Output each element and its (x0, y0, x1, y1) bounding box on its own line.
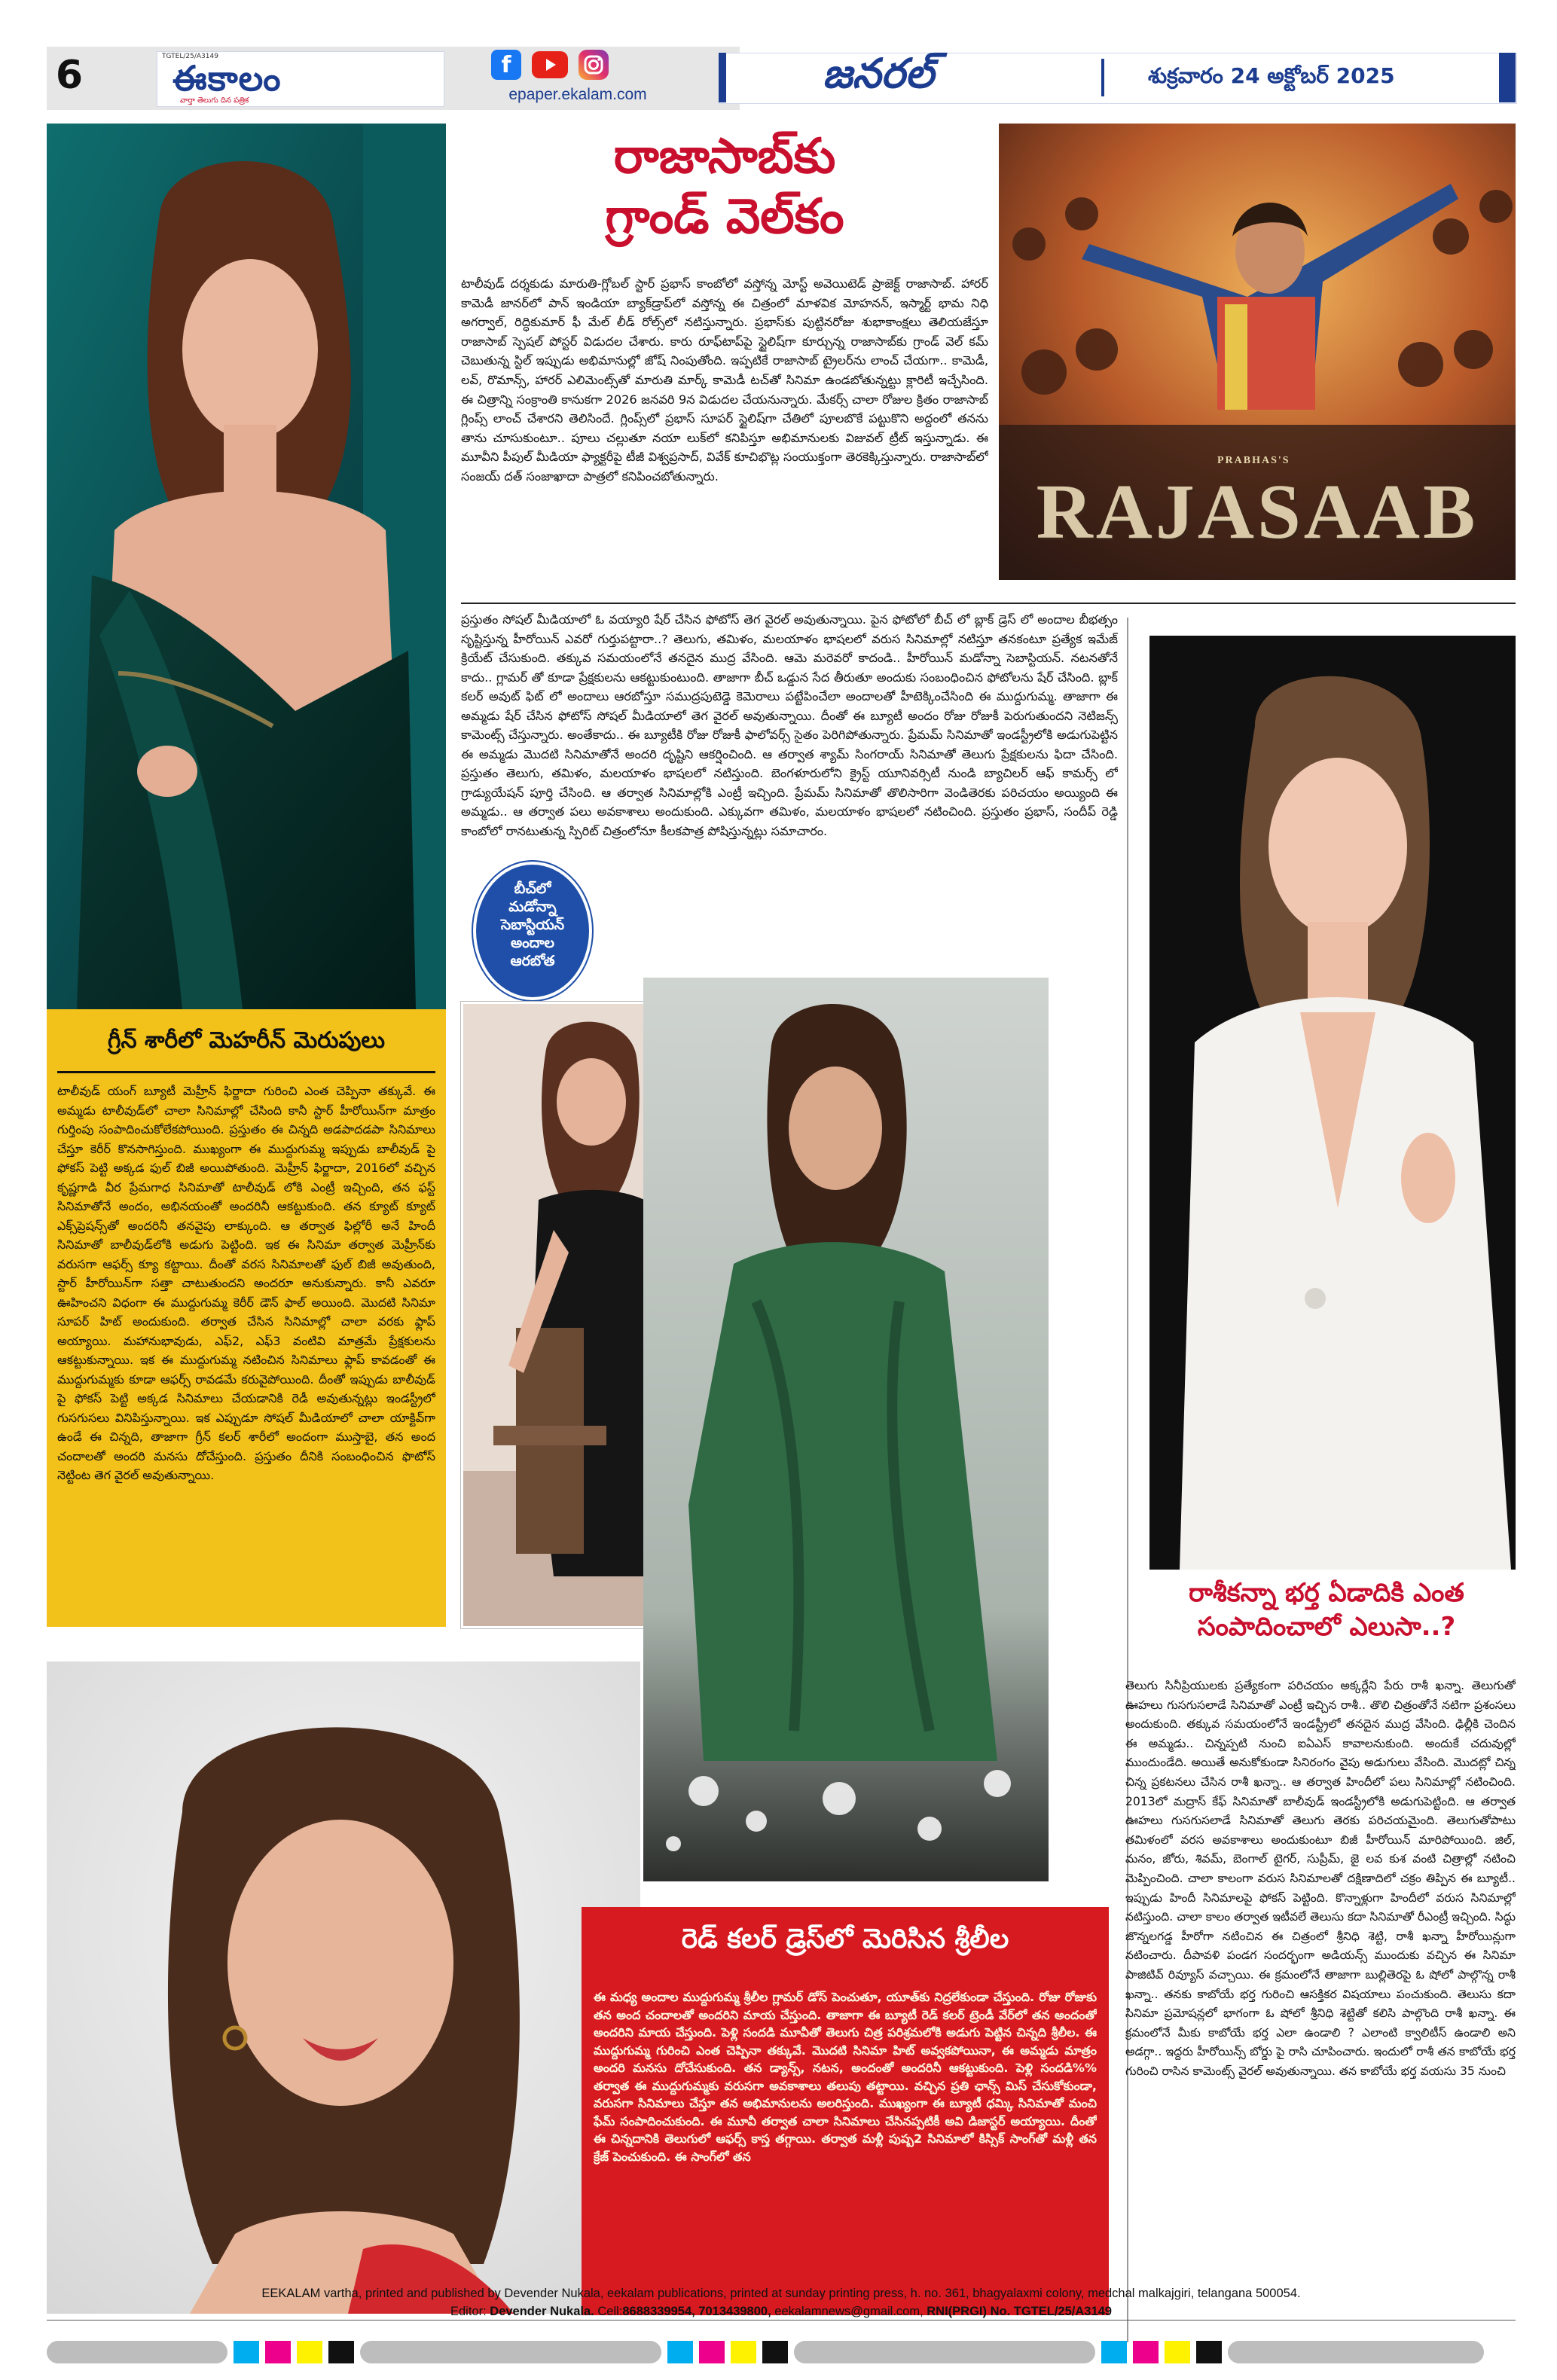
section-right-stripe (1499, 53, 1516, 102)
reg-swatch-yellow (297, 2341, 322, 2363)
instagram-icon[interactable] (579, 50, 609, 80)
social-icons (491, 50, 634, 80)
badge-line5: ఆరబోత (510, 953, 555, 969)
facebook-icon[interactable]: f (491, 50, 521, 80)
reg-swatch-magenta (265, 2341, 291, 2363)
editor-label: Editor: (450, 2305, 487, 2318)
rajasaab-poster (999, 124, 1516, 580)
rajasaab-headline-line1: రాజాసాబ్‌కు (613, 129, 836, 185)
reg-pill (360, 2341, 661, 2363)
badge-line1: బీచ్‌లో (514, 880, 551, 897)
cell-numbers: 8688339954, 7013439800, (622, 2305, 771, 2318)
raashi-photo (1149, 636, 1516, 1570)
badge-line2: మడోన్నా (508, 899, 557, 915)
rajasaab-body: టాలీవుడ్ దర్శకుడు మారుతి-గ్లోబల్ స్టార్ ప్రభాస్ కాంబోలో వస్తోన్న మోస్ట్ అవెయిటెడ్ ప్రాజెక్ట్ రాజాసాబ్. హారర్ కామెడీ జానర్‌లో పాన్ ఇండియా బ్యాక్‌డ్రాప్‌లో వస్తోన్న ఈ చిత్రంలో మాళవిక మోహనన్, ఇస్మార్ట్ భామ నిధి అగర్వాల్, రిద్ధికుమార్ ఫీ మేల్ లీడ్ రోల్స్‌లో నటిస్తున్నారు. ప్రభాస్‌కు పుట్టినరోజు శుభాకాంక్షలు తెలియజేస్తూ రాజాసాబ్ స్పెషల్ పోస్టర్ విడుదల చేశారు. కారు రూఫ్‌టాప్‌పై స్టైలిష్‌గా కూర్చున్న రాజాసాబ్‌కు గ్రాండ్ వెల్ కమ్ చెబుతున్న స్టిల్ ఇప్పుడు అభిమానుల్లో జోష్ నింపుతోంది. ఇప్పటికే రాజాసాబ్ ట్రైలర్‌ను లాంచ్ చేయగా.. కామెడీ, లవ్, రొమాన్స్, హారర్ ఎలిమెంట్స్‌తో మారుతి మార్క్ కామెడీ టచ్‌తో సినిమా ఉండబోతున్నట్టు క్లారిటీ ఇచ్చేసింది. ఈ చిత్రాన్ని సంక్రాంతి కానుకగా 2026 జనవరి 9న విడుదల చేయనున్నారు. మేకర్స్ చాలా రోజుల క్రితం రాజాసాబ్ గ్లింప్స్ లాంచ్ చేశారని తెలిసిందే. గ్లింప్స్‌లో ప్రభాస్ సూపర్ స్టైలిష్‌గా చేతిలో పూలబొకే పట్టుకొని అద్దంలో తనను తాను చూసుకుంటూ.. పూలు చల్లుతూ నయా లుక్‌లో కనిపిస్తూ అభిమానులకు విజువల్ ట్రీట్ ఇస్తున్నాడు. ఈ మూవీని పీపుల్ మీడియా ఫ్యాక్టరీపై టీజీ విశ్వప్రసాద్, వివేక్ కూచిభొట్ల సంయుక్తంగా తెరకెక్కిస్తున్నారు. రాజాసాబ్‌లో సంజయ్ దత్ సంజాఖాదా పాత్రలో కనిపించబోతున్నారు. (461, 276, 988, 484)
page-number: 6 (55, 53, 84, 98)
madonna-body-top: ప్రస్తుతం సోషల్ మీడియాలో ఓ వయ్యారి షేర్ చేసిన ఫోటోస్ తెగ వైరల్ అవుతున్నాయి. పైన ఫోటోలో బీచ్ లో బ్లాక్ డ్రెస్ లో అందాల బీభత్సం సృష్టిస్తున్న హీరోయిన్ ఎవరో గుర్తుపట్టారా..? తెలుగు, తమిళం, మలయాళం భాషలలో వరుస సినిమాల్లో నటిస్తూ తనకంటూ ప్రత్యేక ఇమేజ్ క్రియేట్ చేసుకుంది. తక్కువ సమయంలోనే తనదైన ముద్ర వేసింది. ఆమె మరెవరో కాదండి.. హీరోయిన్ మడోన్నా సెబాస్టియన్. నటనతోనే కాదు.. గ్లామర్ తో కూడా ప్రేక్షకులను ఆకట్టుకుంటుంది. తాజాగా బీచ్ ఒడ్డున సేద తీరుతూ అందుకు సంబంధించిన ఫోటోలను షేర్ చేసింది. బ్లాక్ కలర్ అవుట్ ఫిట్ లో అందాలు ఆరబోస్తూ సముద్రపుటెడ్డె కెమెరాలు పట్టేపించేలా అందాలతో హీటెక్కించేసింది ఈ ముద్దుగుమ్మ. తాజాగా ఈ అమ్మడు షేర్ చేసిన ఫోటోస్ సోషల్ మీడియాలో తెగ వైరల్ అవుతున్నాయి. దీంతో ఈ బ్యూటీ అందం రోజు రోజుకీ పెరుగుతుందని నెటిజన్స్ కామెంట్స్ చేస్తున్నారు. అంతేకాదు.. ఈ బ్యూటీకి రోజు రోజుకీ ఫాలోవర్స్ సైతం పెరిగిపోతున్నారు. ప్రేమమ్ సినిమాతో ఇండస్ట్రీలోకి అడుగుపెట్టిన ఈ అమ్మడు మొదటి సినిమాతోనే అందరి దృష్టిని ఆకర్షించింది. ఆ తర్వాత శ్యామ్ సింగరాయ్ సినిమాతో తెలుగు ప్రేక్షకులను ఫిదా చేసింది. ప్రస్తుతం తెలుగు, తమిళం, మలయాళం భాషలలో నటిస్తుంది. బెంగళూరులోని క్రైస్ట్ యూనివర్సిటీ నుండి బ్యాచిలర్ ఆఫ్ కామర్స్ లో గ్రాడ్యుయేషన్ పూర్తి చేసింది. ఆ తర్వాత సినిమాల్లోకి ఎంట్రీ ఇచ్చింది. ప్రేమమ్ సినిమాతో తొలిసారిగా వెండితెరకు పరిచయం అయ్యింది ఈ అమ్మడు.. ఆ తర్వాత పలు అవకాశాలు అందుకుంది. ఎక్కువగా తమిళం, మలయాళం భాషలలో నటించింది. ప్రస్తుతం ప్రభాస్, సందీప్ రెడ్డి కాంబోలో రానటుతున్న స్పిరిట్ చిత్రంలోనూ కీలకపాత్ర పోషిస్తున్నట్లు సమాచారం. (461, 612, 1118, 838)
masthead (47, 47, 1516, 110)
madonna-badge (473, 862, 592, 1000)
site-url[interactable]: epaper.ekalam.com (508, 86, 647, 103)
reg-pill (1228, 2341, 1484, 2363)
madonna-photo-green-dress (643, 978, 1049, 1881)
rajasaab-bottom-rule (461, 603, 1516, 604)
editor-name: Devender Nukala. (490, 2305, 594, 2318)
footer-email[interactable]: eekalamnews@gmail.com, (774, 2305, 924, 2318)
reg-swatch-black (762, 2341, 788, 2363)
reg-pill (794, 2341, 1095, 2363)
poster-title: RAJASAAB (1036, 468, 1479, 555)
reg-swatch-yellow (731, 2341, 756, 2363)
reg-code: TGTEL/25/A3149 (162, 53, 218, 60)
reg-swatch-cyan (1101, 2341, 1127, 2363)
mehreen-body: టాలీవుడ్ యంగ్ బ్యూటీ మెహ్రీన్ ఫిర్జాదా గురించి ఎంత చెప్పినా తక్కువే. ఈ అమ్మడు టాలీవుడ్‌లో చాలా సినిమాల్లో చేసింది కానీ స్టార్ హీరోయిన్‌గా మాత్రం గుర్తింపు సంపాదించుకోలేకపోయింది. ప్రస్తుతం ఈ చిన్నది అడపాదడపా సినిమాలు చేస్తూ కెరీర్ కొనసాగిస్తుంది. ముఖ్యంగా ఈ ముద్దుగుమ్మ ఇప్పుడు బాలీవుడ్ పై ఫోకస్ పెట్టి అక్కడ ఫుల్ బిజీ అయిపోతుంది. మెహ్రీన్ ఫిర్జాదా, 2016లో వచ్చిన కృష్ణగాడి వీర ప్రేమగాధ సినిమాతో టాలీవుడ్ లోకి ఎంట్రీ ఇచ్చింది, తన ఫస్ట్ సినిమాతోనే అందం, అభినయంతో అందరినీ ఆకట్టుకుంది. తన క్యూట్ క్యూట్ ఎక్స్‌ప్రెషన్స్‌తో అందరినీ తనవైపు లాక్కుంది. ఆ తర్వాత ఫిల్లోరీ అనే హిందీ సినిమాతో బాలీవుడ్‌లోకి అడుగు పెట్టింది. ఇక ఈ సినిమా తర్వాత మెహ్రీన్‌కు వరుసగా ఆఫర్స్ క్యూ కట్టాయి. దీంతో వరస సినిమాలతో ఫుల్ బిజీ అవుతుంది, స్టార్ హీరోయిన్‌గా సత్తా చాటుతుందని అందరూ అనుకున్నారు. కానీ ఎవరూ ఊహించని విధంగా ఈ ముద్దుగుమ్మ కెరీర్ డౌన్ ఫాల్ అయింది. మొదటి సినిమా సూపర్ హిట్ అందుకుంది. తర్వాత చేసిన సినిమాల్లో చాలా వరకు ఫ్లాప్ అయ్యాయి. మహానుభావుడు, ఎఫ్2, ఎఫ్3 వంటివి మాత్రమే ప్రేక్షకులను ఆకట్టుకున్నాయి. ఇక ఈ ముద్దుగుమ్మ నటించిన సినిమాలు ఫ్లాప్ కావడంతో ఈ ముద్దుగుమ్మకు కూడా ఆఫర్స్ రావడమే కరువైపోయింది. దీంతో ఇప్పుడు బాలీవుడ్ పై ఫోకస్ పెట్టి అక్కడ సినిమాలు చేయడానికి రెడీ అవుతున్నట్లు ఇండస్ట్రీలో గుసగుసలు వినిపిస్తున్నాయి. ఇక ఎప్పుడూ సోషల్ మీడియాలో చాలా యాక్టివ్‌గా ఉండే ఈ చిన్నది, తాజాగా గ్రీన్ కలర్ శారీలో అందంగా ముస్తాబై, తన అంద చందాలతో అందరి మనసు దోచేస్తుంది. ప్రస్తుతం దీనికి సంబంధించిన ఫొటోస్ నెట్టింట తెగ వైరల్ అవుతున్నాయి. (57, 1084, 435, 1482)
footer-credits (47, 2305, 1516, 2319)
rajasaab-headline-line2: గ్రాండ్ వెల్‌కం (605, 188, 844, 245)
poster-small-caption: PRABHAS'S (1217, 455, 1290, 466)
logo-text: ఈకాలం (172, 58, 282, 99)
raashi-headline-line2: సంపాదించాలో ఎలుసా..? (1197, 1612, 1456, 1643)
sreeleela-body: ఈ మధ్య అందాల ముద్దుగుమ్మ శ్రీలీల గ్లామర్ డోస్ పెంచుతూ, యూత్‌కు నిద్రలేకుండా చేస్తుంది. రోజు రోజుకు తన అంద చందాలతో అందరిని మాయ చేస్తుంది. తాజాగా ఈ బ్యూటీ రెడ్ కలర్ ట్రెండీ వేర్‌లో తన అందంతో అందరిని మాయ చేస్తుంది. పెళ్లి సందడి మూవీతో తెలుగు చిత్ర పరిశ్రమలోకి అడుగు పెట్టిన చిన్నది శ్రీలీల. ఈ ముద్దుగుమ్మ గురించి ఎంత చెప్పినా తక్కువే. మొదటి సినిమా హిట్ అవ్వకపోయినా, ఈ అమ్మడు మాత్రం అందరి మనసు దోచేసుకుంది. తన డ్యాన్స్, నటన, అందంతో అందరినీ ఆకట్టుకుంది. పెళ్లి సందడి%% తర్వాత ఈ ముద్దుగుమ్మకు వరుసగా అవకాశాలు తలుపు తట్టాయి. వచ్చిన ప్రతి ఛాన్స్ మిస్ చేసుకోకుండా, వరుసగా సినిమాలు చేస్తూ తన అభిమానులను అలరిస్తుంది. ముఖ్యంగా ఈ బ్యూటీ ధమ్కి సినిమాతో మంచి ఫేమ్ సంపాదించుకుంది. ఈ మూవీ తర్వాత చాలా సినిమాలు చేసినప్పటికీ అవి డిజాస్టర్ అయ్యాయి. దీంతో ఈ చిన్నదానికి తెలుగులో ఆఫర్స్ కాస్త తగ్గాయి. తర్వాత మళ్లీ పుష్ప2 సినిమాలో కిస్సిక్ సాంగ్‌తో మళ్లీ తన క్రేజ్ పెంచుకుంది. ఈ సాంగ్‌లో తన (594, 1990, 1097, 2164)
reg-swatch-yellow (1165, 2341, 1190, 2363)
mehreen-story-box (47, 1009, 446, 1627)
reg-swatch-black (1196, 2341, 1222, 2363)
reg-swatch-magenta (699, 2341, 725, 2363)
raashi-headline (1137, 1579, 1516, 1642)
cell-label: Cell: (597, 2305, 623, 2318)
issue-date: శుక్రవారం 24 అక్టోబర్ 2025 (1148, 63, 1395, 88)
reg-swatch-magenta (1133, 2341, 1159, 2363)
mehreen-headline: గ్రీన్ శారీలో మెహరీన్ మెరుపులు (107, 1027, 386, 1054)
raashi-body: తెలుగు సినీప్రియులకు ప్రత్యేకంగా పరిచయం అక్కర్లేని పేరు రాశీ ఖన్నా. తెలుగుతో ఊహలు గుసగుసలాడే సినిమాతో ఎంట్రీ ఇచ్చిన రాశీ.. తొలి చిత్రంతోనే నటిగా ప్రశంసలు అందుకుంది. తక్కువ సమయంలోనే ఇండస్ట్రీలో తనదైన ముద్ర వేసింది. ఢిల్లీకి చెందిన ఈ అమ్మడు.. చిన్నప్పటి నుంచి ఐఏఎస్ కావాలనుకుంది. అందుకే చదువుల్లో ముందుండేది. అయితే అనుకోకుండా సినిరంగం వైపు అడుగులు వేసింది. మొదట్లో చిన్న చిన్న ప్రకటనలు చేసిన రాశీ ఖన్నా.. ఆ తర్వాత హిందీలో పలు సినిమాల్లో నటించింది. 2013లో మద్రాస్ కేఫ్ సినిమాతో బాలీవుడ్ ఇండస్ట్రీలోకి అడుగుపెట్టింది. ఆ తర్వాత ఊహలు గుసగుసలాడే సినిమాతో తెలుగు తెరకు పరిచయమైంది. తెలుగుతోపాటు తమిళంలో వరస అవకాశాలు అందుకుంటూ బిజీ హీరోయిన్ మారిపోయింది. జిల్, మనం, జోరు, శివమ్, బెంగాల్ టైగర్, సుప్రీమ్, జై లవ కుశ వంటి చిత్రాల్లో నటించి మెప్పించింది. చాలా కాలంగా వరుస సినిమాలతో దక్షిణాదిలో చక్రం తిప్పిన ఈ బ్యూటీ.. ఇప్పుడు హిందీ సినిమాలపై ఫోకస్ పెట్టింది. కొన్నాళ్లుగా హిందీలో వరుస సినిమాల్లో నటిస్తుంది. చాలా కాలం తర్వాత ఇటీవలే తెలుసు కదా సినిమాతో రీఎంట్రీ ఇచ్చింది. సిద్ధు జొన్నలగడ్డ హీరోగా నటించిన ఈ చిత్రంలో శ్రీనిధి శెట్టి, రాశీ ఖన్నా హీరోయిన్లుగా నటించారు. దీపావళి పండగ సందర్భంగా అడియన్స్ ముందుకు వచ్చిన ఈ సినిమా పాజిటివ్ రివ్యూస్ వచ్చాయి. ఈ క్రమంలోనే తాజాగా బుల్లితెరపై ఓ షోలో పాల్గొన్న రాశీ ఖన్నా.. తనకు కాబోయే భర్త గురించి ఆసక్తికర విషయాలు పంచుకుంది. తెలుసు కదా సినిమా ప్రమోషన్లలో భాగంగా ఓ షోలో శ్రీనిధి శెట్టితో కలిసి పాల్గొంది రాశీ ఖన్నా. ఈ క్రమంలోనే మీకు కాబోయే భర్త ఎలా ఉండాలి ? ఎలాంటి క్వాలిటీస్ ఉండాలి అని అడగ్గా.. ఇద్దరు హీరోయిన్స్ బోర్డు పై రాసి చూపించారు. ఇందులో రాశీ తన కాబోయే భర్త గురించి రాసిన కామెంట్స్ వైరల్ అవుతున్నాయి. తన కాబోయే భర్త వయసు 35 నుంచి (1125, 1679, 1516, 2078)
reg-swatch-cyan (234, 2341, 259, 2363)
raashi-headline-line1: రాశీకన్నా భర్త ఏడాదికి ఎంత (1189, 1578, 1464, 1608)
sreeleela-story-box (582, 1907, 1109, 2315)
mehreen-photo (47, 124, 446, 1009)
printer-registration-bar (47, 2341, 1516, 2363)
logo-tagline: వార్తా తెలుగు దిన పత్రిక (180, 96, 249, 105)
reg-swatch-black (328, 2341, 354, 2363)
reg-swatch-cyan (667, 2341, 693, 2363)
badge-line4: అందాల (510, 935, 555, 951)
reg-pill (47, 2341, 227, 2363)
rni-number: RNI(PRGI) No. TGTEL/25/A3149 (927, 2305, 1112, 2318)
footer-imprint: EEKALAM vartha, printed and published by Devender Nukala, eekalam publications, printed at sunday printing press, h. no. 361, bhagyalaxmi colony, medchal malkajgiri, telangana 500054. (261, 2287, 1301, 2300)
sreeleela-headline: రెడ్ కలర్ డ్రెస్‌లో మెరిసిన శ్రీలీల (681, 1924, 1009, 1954)
sreeleela-photo (47, 1661, 640, 2314)
mehreen-headline-rule (57, 1071, 435, 1073)
youtube-icon[interactable] (532, 51, 568, 78)
rajasaab-headline (461, 130, 988, 245)
masthead-divider (1101, 59, 1104, 96)
newspaper-logo[interactable] (157, 51, 444, 107)
section-left-stripe (719, 53, 726, 102)
badge-line3: సెబాస్టియన్ (500, 917, 565, 933)
section-title: జనరల్ (823, 50, 934, 97)
